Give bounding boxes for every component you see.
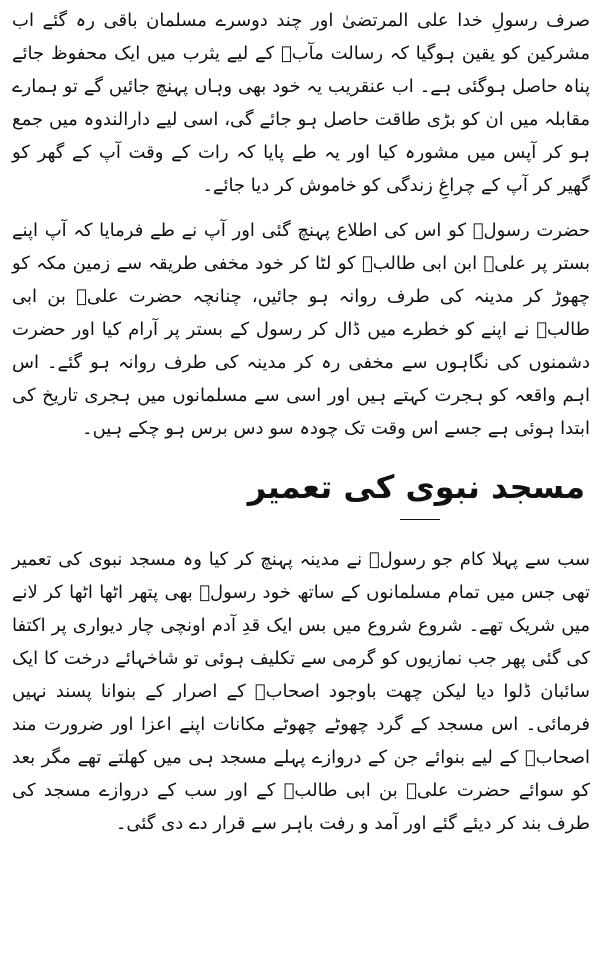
paragraph-hijrat-plot: صرف رسولِ خدا علی المرتضیٰ اور چند دوسرے مسلمان باقی رہ گئے اب مشرکین کو یقین ہوگیا کہ رسالت مآبؐ کے لیے یثرب میں ایک محفوظ جائے پناہ حاصل ہوگئی ہے۔ اب عنقریب یہ خود بھی وہاں پہنچ جائیں گے تو ہمارے مقابلہ میں ان کو بڑی طاقت حاصل ہو جائے گی، اسی لیے دارالندوہ میں جمع ہو کر آپس میں مشورہ کیا اور یہ طے پایا کہ رات کے وقت آپ کے گھر کو گھیر کر آپ کے چراغِ زندگی کو خاموش کر دیا جائے۔ [12,10,590,196]
heading-underline [400,519,440,520]
paragraph-masjid-construction: سب سے پہلا کام جو رسولؐ نے مدینہ پہنچ کر کیا وہ مسجد نبوی کی تعمیر تھی جس میں تمام مسلمانوں کے ساتھ خود رسولؐ بھی پتھر اٹھا اٹھا کر لانے میں شریک تھے۔ شروع شروع میں بس ایک قدِ آدم اونچی چار دیواری پر اکتفا کی گئی پھر جب نمازیوں کو گرمی سے تکلیف ہوئی تو شاخہائے درخت کا ایک سائبان ڈلوا دیا لیکن چھت باوجود اصحابؓ کے اصرار کے بنوانا پسند نہیں فرمائی۔ اس مسجد کے گرد چھوٹے چھوٹے مکانات اپنے اعزا اور ضرورت مند اصحابؓ کے لیے بنوائے جن کے دروازے پہلے مسجد ہی میں کھلتے تھے مگر بعد کو سوائے حضرت علیؑ بن ابی طالبؑ کے اور سب کے دروازے مسجد کی طرف بند کر دیئے گئے اور آمد و رفت باہر سے قرار دے دی گئی۔ [12,549,590,834]
section-heading-block [12,457,590,535]
paragraph-hijrat: حضرت رسولؐ کو اس کی اطلاع پہنچ گئی اور آپ نے طے فرمایا کہ آپ اپنے بستر پر علیؑ ابن ابی طالبؑ کو لٹا کر خود مخفی طریقہ سے زمین مکہ کو چھوڑ کر مدینہ کی طرف روانہ ہو جائیں، چنانچہ حضرت علیؑ بن ابی طالبؑ نے اپنے کو خطرے میں ڈال کر رسول کے بستر پر آرام کیا اور حضرت دشمنوں کی نگاہوں سے مخفی رہ کر مدینہ کی طرف روانہ ہو گئے۔ اس اہم واقعہ کو ہجرت کہتے ہیں اور اسی سے مسلمانوں میں ہجری تاریخ کی ابتدا ہوئی ہے جسے اس وقت تک چودہ سو دس برس ہو چکے ہیں۔ [12,220,590,439]
section-heading: مسجد نبوی کی تعمیر [247,468,585,506]
